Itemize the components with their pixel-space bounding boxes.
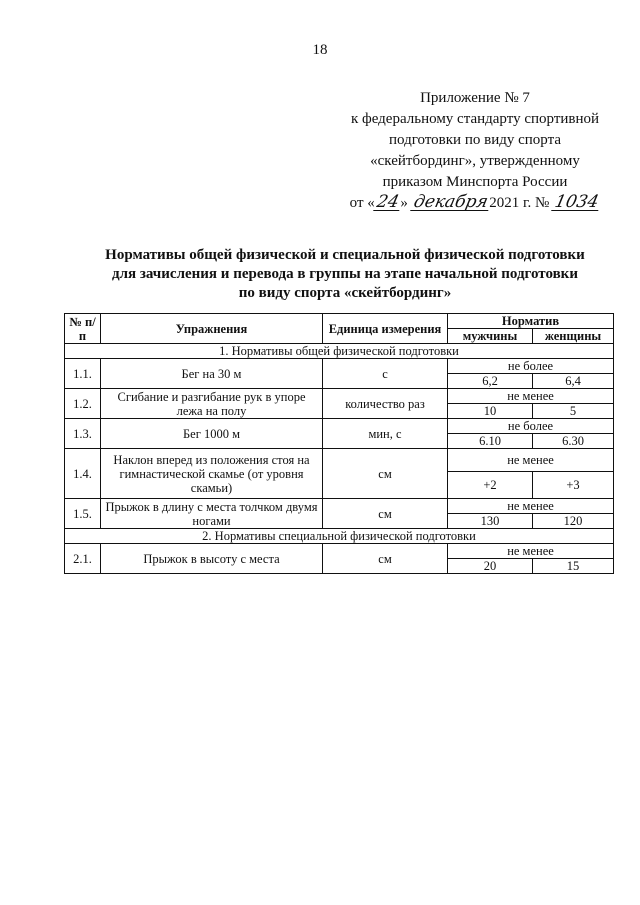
document-title: [60, 246, 630, 303]
header-num: № п/п: [65, 314, 101, 344]
row-unit: с: [323, 359, 448, 389]
row-women: 6.30: [533, 434, 614, 449]
appendix-line: Приложение № 7: [420, 90, 530, 106]
row-women: 120: [533, 514, 614, 529]
row-exercise: Бег 1000 м: [101, 419, 323, 449]
row-exercise: Прыжок в высоту с места: [101, 544, 323, 574]
order-line: [330, 193, 620, 214]
appendix-block: [330, 88, 620, 214]
appendix-line: подготовки по виду спорта: [389, 132, 561, 148]
row-num: 1.5.: [65, 499, 101, 529]
row-women: 6,4: [533, 374, 614, 389]
order-number-handwritten: 1034: [553, 192, 601, 212]
order-prefix: от «: [349, 195, 375, 211]
header-unit: Единица измерения: [323, 314, 448, 344]
row-condition: не менее: [448, 389, 614, 404]
row-num: 1.1.: [65, 359, 101, 389]
order-year: 2021 г. №: [489, 195, 550, 211]
row-condition: не более: [448, 359, 614, 374]
row-condition: не менее: [448, 499, 614, 514]
appendix-line: «скейтбординг», утвержденному: [370, 153, 580, 169]
header-norm: Норматив: [448, 314, 614, 329]
row-women: 15: [533, 559, 614, 574]
row-exercise: Бег на 30 м: [101, 359, 323, 389]
row-men: +2: [448, 472, 533, 499]
row-condition: не более: [448, 419, 614, 434]
row-exercise: Сгибание и разгибание рук в упоре лежа на полу: [101, 389, 323, 419]
row-num: 1.4.: [65, 449, 101, 499]
appendix-line: к федеральному стандарту спортивной: [350, 111, 600, 127]
row-num: 2.1.: [65, 544, 101, 574]
order-month-handwritten: декабря: [411, 192, 490, 212]
row-unit: см: [323, 544, 448, 574]
row-unit: количество раз: [323, 389, 448, 419]
row-condition: не менее: [448, 544, 614, 559]
order-mid: »: [400, 195, 408, 211]
row-women: +3: [533, 472, 614, 499]
order-day-handwritten: 24: [374, 192, 401, 212]
row-exercise: Наклон вперед из положения стоя на гимнастической скамье (от уровня скамьи): [101, 449, 323, 499]
header-women: женщины: [533, 329, 614, 344]
page-number: 18: [312, 42, 328, 58]
row-women: 5: [533, 404, 614, 419]
row-num: 1.3.: [65, 419, 101, 449]
header-men: мужчины: [448, 329, 533, 344]
title-line: Нормативы общей физической и специальной физической подготовки: [105, 247, 585, 263]
row-men: 6.10: [448, 434, 533, 449]
row-exercise: Прыжок в длину с места толчком двумя ногами: [101, 499, 323, 529]
row-num: 1.2.: [65, 389, 101, 419]
row-unit: мин, с: [323, 419, 448, 449]
header-exercise: Упражнения: [101, 314, 323, 344]
row-men: 130: [448, 514, 533, 529]
row-men: 10: [448, 404, 533, 419]
appendix-line: приказом Минспорта России: [382, 174, 568, 190]
row-unit: см: [323, 499, 448, 529]
row-condition: не менее: [448, 449, 614, 472]
title-line: для зачисления и перевода в группы на этапе начальной подготовки: [112, 266, 578, 282]
row-unit: см: [323, 449, 448, 499]
title-line: по виду спорта «скейтбординг»: [238, 285, 452, 301]
row-men: 6,2: [448, 374, 533, 389]
row-men: 20: [448, 559, 533, 574]
section-title: 2. Нормативы специальной физической подготовки: [65, 529, 614, 544]
section-title: 1. Нормативы общей физической подготовки: [65, 344, 614, 359]
norms-table: [64, 313, 614, 574]
